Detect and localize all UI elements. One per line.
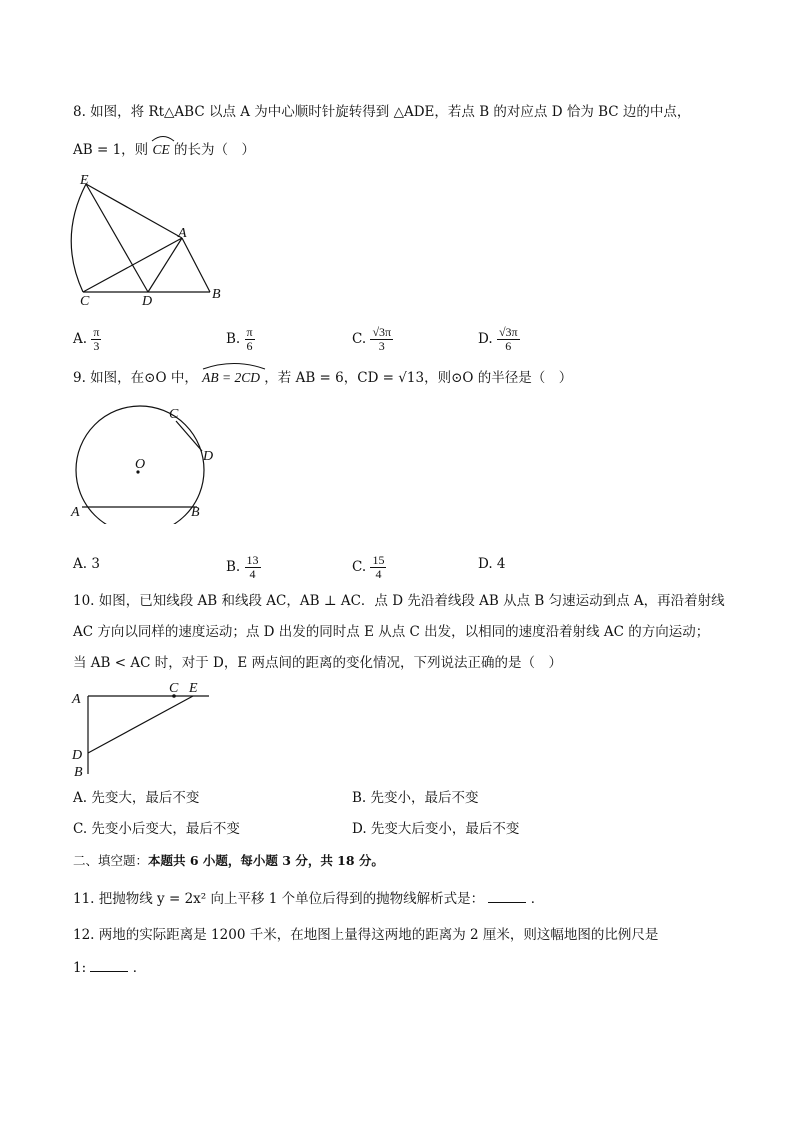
q8-label-b: B — [212, 287, 221, 302]
arc-mark-icon — [151, 134, 175, 142]
q10-option-b[interactable]: B. 先变小，最后不变 — [352, 790, 479, 806]
q10-label-c: C — [169, 681, 179, 696]
q9-stem: 9. 如图，在⊙O 中， AB = 2CD ，若 AB = 6，CD = √13，则⊙O 的半径是（ ） — [73, 368, 572, 388]
q10-label-d: D — [72, 748, 83, 763]
q12-stem-line2: 1: ． — [73, 957, 146, 978]
q8-arc-ce: CE — [152, 140, 169, 160]
q9-option-b[interactable]: B. $\frac{13}{4}$ — [226, 553, 259, 581]
q8-label-c: C — [80, 294, 90, 309]
q10-label-b: B — [74, 765, 83, 780]
q9-label-a: A — [71, 505, 80, 520]
q9-label-o: O — [135, 457, 146, 472]
q8-option-a[interactable]: A. $\frac{\pi}{3}$ — [73, 325, 100, 353]
q9-option-d[interactable]: D. 4 — [478, 556, 506, 572]
q9-option-a[interactable]: A. 3 — [73, 556, 100, 572]
q8-stem-line1: 8. 如图，将 Rt△ABC 以点 A 为中心顺时针旋转得到 △ADE，若点 B 的对应点 D 恰为 BC 边的中点， — [73, 104, 691, 120]
q8-figure — [66, 168, 236, 314]
q9-arc-equation: AB = 2CD — [202, 368, 260, 388]
q9-figure — [66, 404, 226, 524]
q10-stem-line1: 10. 如图，已知线段 AB 和线段 AC，AB ⊥ AC．点 D 先沿着线段 AB 从点 B 匀速运动到点 A，再沿着射线 — [73, 593, 725, 609]
q10-option-d[interactable]: D. 先变大后变小，最后不变 — [352, 821, 520, 837]
q9-option-c[interactable]: C. $\frac{15}{4}$ — [352, 553, 385, 581]
q8-stem-prefix: AB = 1，则 — [73, 142, 149, 158]
q10-stem-line2: AC 方向以同样的速度运动；点 D 出发的同时点 E 从点 C 出发，以相同的速度沿着射线 AC 的方向运动； — [73, 624, 710, 640]
q12-answer-blank[interactable] — [90, 957, 128, 972]
q8-option-c[interactable]: C. $\frac{√3\pi}{3}$ — [352, 325, 392, 353]
q8-label-a: A — [178, 226, 187, 241]
q10-stem-line3: 当 AB < AC 时，对于 D，E 两点间的距离的变化情况，下列说法正确的是（ ） — [73, 655, 562, 671]
q9-label-d: D — [203, 449, 214, 464]
q10-figure — [66, 678, 226, 782]
section-heading: 二、填空题：本题共 6 小题，每小题 3 分，共 18 分。 — [73, 853, 384, 868]
q10-option-a[interactable]: A. 先变大，最后不变 — [73, 790, 200, 806]
q9-label-b: B — [191, 505, 200, 520]
q12-stem-line1: 12. 两地的实际距离是 1200 千米，在地图上量得这两地的距离为 2 厘米，则这幅地图的比例尺是 — [73, 927, 659, 943]
q11-stem: 11. 把抛物线 y = 2x² 向上平移 1 个单位后得到的抛物线解析式是： ． — [73, 888, 544, 909]
q10-label-a: A — [72, 692, 81, 707]
q8-option-b[interactable]: B. $\frac{\pi}{6}$ — [226, 325, 253, 353]
q8-stem-suffix: 的长为（ ） — [174, 142, 256, 158]
q8-option-d[interactable]: D. $\frac{√3\pi}{6}$ — [478, 325, 518, 353]
q9-label-c: C — [169, 407, 179, 422]
q8-label-d: D — [142, 294, 153, 309]
arc-mark-icon — [202, 361, 266, 370]
q8-stem-line2 — [73, 140, 255, 160]
q11-answer-blank[interactable] — [488, 888, 526, 903]
q8-label-e: E — [80, 173, 89, 188]
q10-label-e: E — [189, 681, 198, 696]
q10-option-c[interactable]: C. 先变小后变大，最后不变 — [73, 821, 240, 837]
